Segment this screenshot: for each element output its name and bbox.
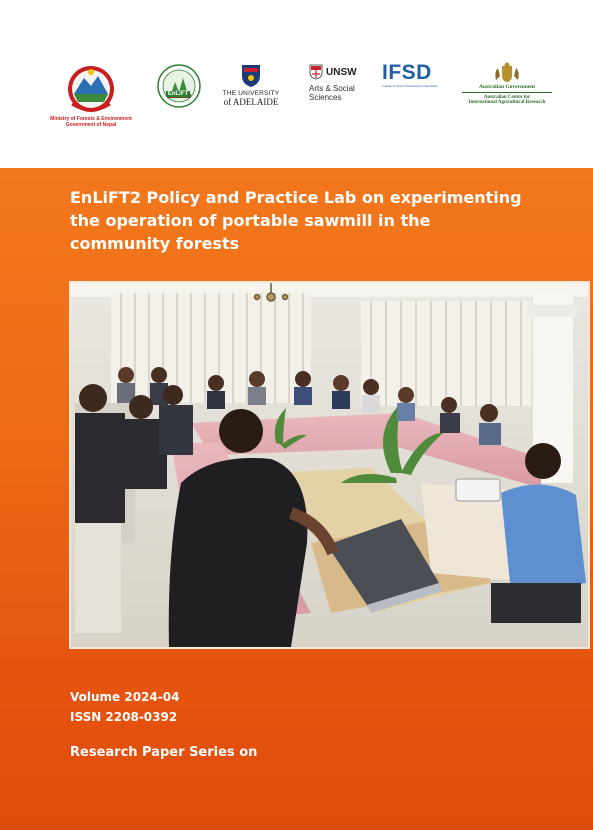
report-title: EnLiFT2 Policy and Practice Lab on experimenting the operation of portable sawmill in the community forests bbox=[70, 188, 522, 253]
unsw-logo bbox=[309, 64, 371, 102]
ministry-name: Ministry of Forests & Environment bbox=[50, 116, 132, 122]
meeting-photo bbox=[69, 281, 590, 649]
enlift-logo bbox=[156, 64, 202, 111]
adelaide-line1: THE UNIVERSITY bbox=[222, 90, 280, 97]
aciar-line2: Australian Centre for bbox=[483, 95, 531, 100]
ifsd-name: IFSD bbox=[382, 61, 432, 84]
volume-text: Volume 2024-04 bbox=[70, 690, 180, 704]
ifsd-logo bbox=[382, 62, 446, 88]
ministry-government: Government of Nepal bbox=[65, 122, 117, 128]
unsw-crest-icon bbox=[309, 64, 323, 80]
unsw-line2: Sciences bbox=[309, 93, 342, 102]
meeting-room-image bbox=[71, 283, 588, 647]
unsw-line1: Arts & Social bbox=[309, 84, 355, 93]
series-text: Research Paper Series on bbox=[70, 745, 258, 760]
aciar-line3: International Agricultural Research bbox=[468, 100, 546, 105]
ministry-logo bbox=[44, 64, 138, 128]
aciar-line1: Australian Government bbox=[478, 84, 536, 90]
adelaide-crest-icon bbox=[241, 64, 261, 88]
adelaide-line2: of ADELAIDE bbox=[223, 97, 279, 107]
adelaide-logo bbox=[220, 64, 282, 107]
unsw-name: UNSW bbox=[326, 66, 357, 78]
australian-coat-of-arms-icon bbox=[492, 62, 522, 84]
ifsd-sub: Institute for Study & Development Worldwide bbox=[382, 84, 438, 88]
issn-text: ISSN 2208-0392 bbox=[70, 710, 178, 724]
enlift-ring-text: EnLiFT bbox=[167, 91, 189, 97]
aciar-logo bbox=[458, 62, 556, 105]
logo-header bbox=[0, 0, 593, 168]
nepal-emblem-icon bbox=[62, 64, 120, 114]
enlift-sub-text: Nepal bbox=[172, 106, 184, 111]
